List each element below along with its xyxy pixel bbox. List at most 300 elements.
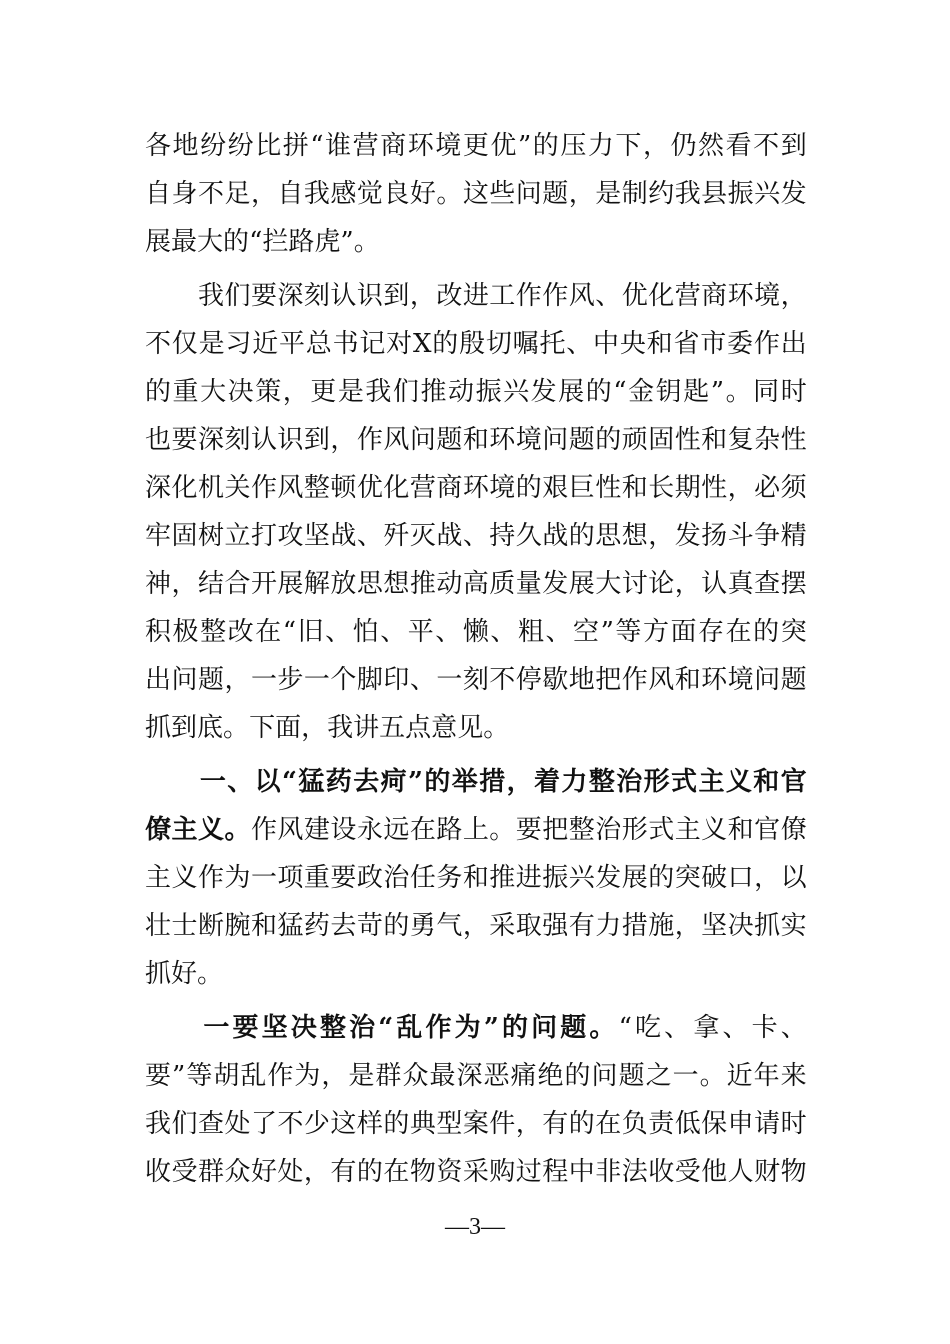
body-text: 化: [648, 281, 675, 311]
body-text: 想: [621, 521, 648, 551]
body-text: 作: [197, 863, 224, 893]
body-text: 的: [568, 521, 595, 551]
body-text: 的: [432, 329, 459, 359]
body-text: 振: [475, 377, 502, 407]
body-text: 环: [727, 281, 754, 311]
body-text: 处: [224, 1109, 251, 1139]
body-text: 持: [489, 521, 516, 551]
bold-text: 作: [425, 1013, 452, 1043]
bold-text: 主: [171, 815, 198, 845]
body-text: 最: [171, 227, 198, 257]
body-text: 发: [542, 569, 569, 599]
body-text: ”: [710, 377, 725, 407]
body-text: 突: [674, 863, 701, 893]
body-text: 采: [489, 911, 516, 941]
body-text: 到: [171, 713, 198, 743]
body-text: 作: [542, 281, 569, 311]
bold-text: 疴: [380, 767, 407, 797]
body-text: ，: [462, 911, 489, 941]
body-text: 发: [674, 521, 701, 551]
body-text: 不: [489, 665, 516, 695]
body-text: 拦: [262, 227, 289, 257]
body-text: 坚: [701, 911, 728, 941]
body-text: 治: [595, 815, 622, 845]
body-text: 项: [277, 863, 304, 893]
body-text: 们: [171, 1109, 198, 1139]
body-text: ，: [301, 713, 328, 743]
body-text: 上: [462, 815, 489, 845]
text-line: [145, 704, 807, 752]
body-text: 破: [701, 863, 728, 893]
body-text: 的: [648, 863, 675, 893]
body-text: 推: [489, 863, 516, 893]
body-text: 题: [197, 665, 224, 695]
body-text: 的: [753, 617, 780, 647]
body-text: 牢: [145, 521, 172, 551]
body-text: 最: [429, 1061, 456, 1091]
body-text: 出: [145, 665, 172, 695]
body-text: 金: [628, 377, 655, 407]
text-line: [145, 1004, 807, 1052]
body-text: 意: [431, 713, 458, 743]
body-text: 优: [621, 281, 648, 311]
body-text: 一: [672, 1061, 699, 1091]
body-text: 设: [330, 815, 357, 845]
body-text: 是: [337, 377, 364, 407]
body-text: 时: [780, 1109, 807, 1139]
body-text: 下: [249, 713, 276, 743]
body-text: 来: [780, 1061, 807, 1091]
bold-text: 药: [325, 767, 352, 797]
bold-text: 的: [501, 1013, 528, 1043]
body-text: 深: [197, 425, 224, 455]
body-text: 结: [197, 569, 224, 599]
bold-text: 义: [725, 767, 752, 797]
body-text: 题: [618, 1061, 645, 1091]
text-line: [145, 902, 807, 950]
body-text: 艰: [542, 473, 569, 503]
body-text: 风: [648, 665, 675, 695]
body-text: 好: [171, 959, 198, 989]
body-text: 、: [409, 665, 436, 695]
body-text: 。: [197, 959, 224, 989]
text-line: [145, 272, 807, 320]
body-text: 境: [435, 131, 462, 161]
body-text: 神: [145, 569, 172, 599]
body-text: 出: [780, 329, 807, 359]
body-text: 商: [380, 131, 407, 161]
body-text: 习: [225, 329, 252, 359]
bold-text: ”: [483, 1013, 499, 1043]
bold-text: 决: [290, 1013, 317, 1043]
bold-text: 的: [424, 767, 451, 797]
body-text: 匙: [683, 377, 710, 407]
body-text: 思: [356, 569, 383, 599]
body-text: 风: [277, 473, 304, 503]
body-text: 近: [252, 329, 279, 359]
body-text: 思: [595, 521, 622, 551]
text-line: [145, 512, 807, 560]
body-text: 动: [436, 569, 463, 599]
body-text: 年: [753, 1061, 780, 1091]
body-text: ”: [517, 131, 532, 161]
body-text: 众: [402, 1061, 429, 1091]
body-text: 们: [224, 281, 251, 311]
body-text: 是: [595, 179, 622, 209]
body-text: 兴: [754, 179, 781, 209]
body-text: 自: [277, 179, 304, 209]
body-text: 境: [489, 473, 516, 503]
body-text: 抓: [145, 959, 172, 989]
body-text: 的: [145, 377, 172, 407]
body-text: 开: [250, 569, 277, 599]
body-text: 把: [542, 815, 569, 845]
body-text: 境: [727, 665, 754, 695]
body-text: 优: [490, 131, 517, 161]
body-text: 卡: [751, 1013, 778, 1043]
body-text: 性: [674, 425, 701, 455]
body-text: 低: [674, 1109, 701, 1139]
body-text: 是: [198, 329, 225, 359]
body-text: 积: [145, 617, 172, 647]
body-text: 。: [725, 377, 752, 407]
body-text: [145, 272, 171, 320]
body-text: 讨: [621, 569, 648, 599]
body-text: “: [618, 1013, 632, 1043]
body-text: 解: [303, 569, 330, 599]
body-text: 展: [277, 569, 304, 599]
body-text: ，: [674, 569, 701, 599]
body-text: 作: [753, 329, 780, 359]
body-text: 发: [530, 377, 557, 407]
body-text: 和: [646, 329, 673, 359]
body-text: ，: [409, 281, 436, 311]
body-text: 空: [573, 617, 600, 647]
body-text: 坚: [303, 521, 330, 551]
body-text: 机: [197, 473, 224, 503]
body-text: 摆: [780, 569, 807, 599]
body-text: ，: [515, 1109, 542, 1139]
body-text: 的: [515, 473, 542, 503]
body-text: 苛: [356, 911, 383, 941]
text-line: [145, 416, 807, 464]
body-text: 好: [409, 179, 436, 209]
body-text: 、: [462, 521, 489, 551]
body-text: 。: [436, 179, 463, 209]
body-text: 认: [701, 569, 728, 599]
body-text: 主: [674, 815, 701, 845]
body-text: 进: [515, 863, 542, 893]
body-text: 步: [277, 665, 304, 695]
body-text: 查: [197, 1109, 224, 1139]
body-text: 虎: [314, 227, 341, 257]
body-text: 刻: [224, 425, 251, 455]
body-text: “: [613, 377, 627, 407]
body-text: 县: [701, 179, 728, 209]
body-text: 要: [515, 815, 542, 845]
body-text: 收: [648, 1157, 675, 1187]
bold-text: 去: [353, 767, 380, 797]
body-text: 的: [568, 1109, 595, 1139]
bold-text: 着: [534, 767, 561, 797]
body-text: 等: [186, 1061, 213, 1091]
body-text: 粗: [517, 617, 544, 647]
body-text: 处: [277, 1157, 304, 1187]
bold-text: 治: [616, 767, 643, 797]
body-text: 为: [224, 863, 251, 893]
body-text: “: [282, 617, 297, 647]
bold-text: 形: [643, 767, 670, 797]
body-text: 自: [145, 179, 172, 209]
body-text: 顿: [330, 473, 357, 503]
body-text: 申: [727, 1109, 754, 1139]
body-text: 立: [224, 521, 251, 551]
body-text: 件: [489, 1109, 516, 1139]
body-text: 题: [542, 179, 569, 209]
bold-text: 僚: [145, 815, 172, 845]
body-text: 实: [780, 911, 807, 941]
text-line: [145, 122, 807, 170]
body-text: 更: [310, 377, 337, 407]
body-text: 作: [356, 425, 383, 455]
body-text: 识: [356, 281, 383, 311]
body-text: 约: [648, 179, 675, 209]
body-text: 、: [380, 617, 407, 647]
body-text: 扬: [701, 521, 728, 551]
body-text: 想: [383, 569, 410, 599]
body-text: 顽: [621, 425, 648, 455]
body-text: ，: [171, 569, 198, 599]
body-text: 复: [727, 425, 754, 455]
body-text: 我: [303, 179, 330, 209]
bold-text: 猛: [298, 767, 325, 797]
body-text: 真: [727, 569, 754, 599]
body-text: 环: [701, 665, 728, 695]
body-text: 改: [227, 617, 254, 647]
body-text: 、: [490, 617, 517, 647]
body-text: 资: [436, 1157, 463, 1187]
body-text: 猛: [277, 911, 304, 941]
body-text: 一: [303, 665, 330, 695]
body-text: 工: [489, 281, 516, 311]
body-text: 地: [568, 665, 595, 695]
bold-text: 式: [671, 767, 698, 797]
body-text: 旧: [297, 617, 324, 647]
body-text: 有: [330, 1157, 357, 1187]
body-text: 到: [780, 131, 807, 161]
body-text: 推: [409, 569, 436, 599]
body-text: 方: [642, 617, 669, 647]
body-text: 近: [726, 1061, 753, 1091]
body-text: 然: [698, 131, 725, 161]
body-text: 更: [462, 131, 489, 161]
body-text: 政: [356, 863, 383, 893]
body-text: 和: [250, 911, 277, 941]
body-text: 合: [224, 569, 251, 599]
body-text: 印: [383, 665, 410, 695]
body-text: 强: [542, 911, 569, 941]
body-text: 也: [145, 425, 172, 455]
body-text: 的: [383, 1109, 410, 1139]
body-text: 必: [754, 473, 781, 503]
text-line: [145, 1100, 807, 1148]
body-text: ，: [568, 179, 595, 209]
body-text: 策: [255, 377, 282, 407]
body-text: 决: [227, 377, 254, 407]
body-text: 央: [619, 329, 646, 359]
bold-text: 问: [531, 1013, 558, 1043]
body-text: 展: [621, 863, 648, 893]
body-text: 良: [383, 179, 410, 209]
body-text: 的: [585, 377, 612, 407]
body-text: 固: [171, 521, 198, 551]
bold-text: 要: [232, 1013, 259, 1043]
body-text: 拼: [282, 131, 309, 161]
body-text: 化: [171, 473, 198, 503]
body-text: 物: [409, 1157, 436, 1187]
body-text: 战: [542, 521, 569, 551]
body-text: 一: [436, 665, 463, 695]
body-text: 。: [699, 1061, 726, 1091]
body-text: 改: [436, 281, 463, 311]
bold-text: [172, 758, 198, 806]
bold-text: 。: [589, 1013, 616, 1043]
body-text: 不: [197, 179, 224, 209]
body-text: 和: [727, 815, 754, 845]
body-text: 群: [197, 1157, 224, 1187]
bold-text: ，: [506, 767, 533, 797]
body-text: 有: [542, 1109, 569, 1139]
body-text: 放: [330, 569, 357, 599]
body-text: 腕: [224, 911, 251, 941]
body-text: 总: [305, 329, 332, 359]
body-text: ”: [340, 227, 354, 257]
body-text: 有: [568, 911, 595, 941]
body-text: 、: [566, 329, 593, 359]
body-text: 在: [255, 617, 282, 647]
bold-text: 主: [698, 767, 725, 797]
body-text: 的: [356, 1157, 383, 1187]
body-text: 刻: [462, 665, 489, 695]
bold-text: 整: [319, 1013, 346, 1043]
text-line: [145, 1052, 807, 1100]
body-text: 吃: [635, 1013, 662, 1043]
body-text: 、: [325, 617, 352, 647]
body-text: 的: [223, 227, 250, 257]
bold-text: [145, 1004, 171, 1052]
body-text: 大: [200, 377, 227, 407]
text-line: [145, 854, 807, 902]
body-text: 问: [515, 179, 542, 209]
body-text: 之: [645, 1061, 672, 1091]
body-text: ，: [727, 473, 754, 503]
body-text: 治: [383, 863, 410, 893]
body-text: 是: [348, 1061, 375, 1091]
body-text: 型: [436, 1109, 463, 1139]
body-text: 纷: [227, 131, 254, 161]
body-text: 、: [780, 1013, 807, 1043]
body-text: 发: [595, 863, 622, 893]
body-text: 展: [568, 569, 595, 599]
body-text: 环: [489, 425, 516, 455]
body-text: 要: [250, 281, 277, 311]
body-text: 我: [674, 179, 701, 209]
body-text: 制: [621, 179, 648, 209]
text-line: [145, 758, 807, 806]
body-text: 记: [359, 329, 386, 359]
body-text: 看: [725, 131, 752, 161]
body-text: 见: [457, 713, 484, 743]
body-text: 市: [700, 329, 727, 359]
body-text: 法: [621, 1157, 648, 1187]
body-text: 整: [303, 473, 330, 503]
body-text: 不: [277, 1109, 304, 1139]
body-text: 我: [145, 1109, 172, 1139]
body-text: 保: [701, 1109, 728, 1139]
body-text: 各: [145, 131, 172, 161]
body-text: 书: [332, 329, 359, 359]
body-text: 固: [648, 425, 675, 455]
body-text: 和: [621, 473, 648, 503]
body-text: 永: [356, 815, 383, 845]
body-text: 乱: [240, 1061, 267, 1091]
body-text: 下: [615, 131, 642, 161]
body-text: 口: [727, 863, 754, 893]
body-text: 和: [674, 665, 701, 695]
body-text: 一: [250, 665, 277, 695]
body-text: 为: [294, 1061, 321, 1091]
body-text: ”: [172, 1061, 186, 1091]
bold-text: 一: [203, 1013, 230, 1043]
body-text: 了: [250, 1109, 277, 1139]
body-text: 面: [275, 713, 302, 743]
body-text: 争: [754, 521, 781, 551]
body-text: 和: [462, 863, 489, 893]
bold-text: 和: [753, 767, 780, 797]
text-line: [145, 368, 807, 416]
body-text: 路: [288, 227, 315, 257]
bold-text: 措: [479, 767, 506, 797]
body-text: 题: [568, 425, 595, 455]
bold-text: “: [378, 1013, 394, 1043]
bold-text: 题: [560, 1013, 587, 1043]
body-text: 措: [621, 911, 648, 941]
body-text: 。: [483, 713, 510, 743]
body-text: 灭: [409, 521, 436, 551]
body-text: 作: [267, 1061, 294, 1091]
body-text: 群: [375, 1061, 402, 1091]
bold-text: “: [282, 767, 297, 797]
bold-text: 治: [349, 1013, 376, 1043]
body-text: 五: [379, 713, 406, 743]
body-text: 力: [595, 911, 622, 941]
body-text: 的: [383, 911, 410, 941]
text-line: [145, 656, 807, 704]
body-text: 性: [595, 473, 622, 503]
body-text: 打: [250, 521, 277, 551]
body-text: 深: [145, 473, 172, 503]
body-text: 采: [462, 1157, 489, 1187]
body-text: 购: [489, 1157, 516, 1187]
body-text: 去: [330, 911, 357, 941]
body-text: 请: [754, 1109, 781, 1139]
body-text: 一: [250, 863, 277, 893]
body-text: 振: [727, 179, 754, 209]
text-line: [145, 218, 807, 266]
body-text: 形: [621, 815, 648, 845]
body-text: “: [249, 227, 263, 257]
body-text: 战: [330, 521, 357, 551]
